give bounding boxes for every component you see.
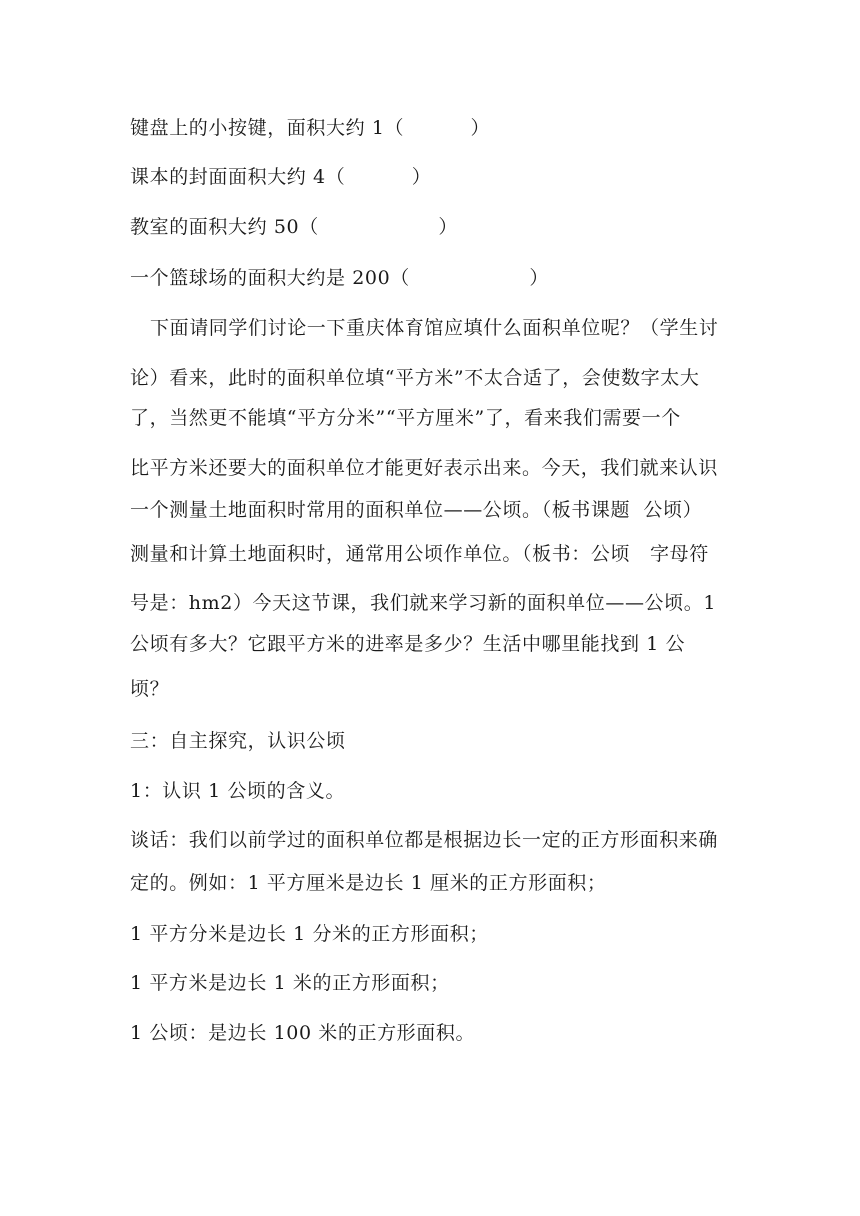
paragraph-line: 谈话：我们以前学过的面积单位都是根据边长一定的正方形面积来确	[130, 829, 719, 851]
fill-blank-line: 一个篮球场的面积大约是 200（ ）	[130, 267, 550, 289]
paragraph-line: 一个测量土地面积时常用的面积单位——公顷。（板书课题 公顷）	[130, 499, 703, 521]
fill-blank-line: 教室的面积大约 50（ ）	[130, 216, 458, 238]
paragraph-line: 定的。例如：1 平方厘米是边长 1 厘米的正方形面积；	[130, 872, 607, 894]
paragraph-line: 测量和计算土地面积时，通常用公顷作单位。（板书：公顷 字母符	[130, 543, 709, 565]
section-heading: 三：自主探究，认识公顷	[130, 730, 346, 752]
paragraph-line: 公顷有多大？它跟平方米的进率是多少？生活中哪里能找到 1 公	[130, 633, 686, 655]
paragraph-line: 顷？	[130, 678, 170, 700]
paragraph-line: 论）看来，此时的面积单位填“平方米”不太合适了，会使数字太大	[130, 367, 700, 389]
paragraph-line: 号是：hm2）今天这节课，我们就来学习新的面积单位——公顷。1	[130, 592, 717, 614]
definition-line: 1 公顷：是边长 100 米的正方形面积。	[130, 1022, 476, 1044]
fill-blank-line: 课本的封面面积大约 4（ ）	[130, 166, 432, 188]
fill-blank-line: 键盘上的小按键，面积大约 1（ ）	[130, 117, 491, 139]
paragraph-line: 比平方米还要大的面积单位才能更好表示出来。今天，我们就来认识	[130, 457, 719, 479]
paragraph-line: 了，当然更不能填“平方分米”“平方厘米”了，看来我们需要一个	[130, 407, 681, 429]
definition-line: 1 平方米是边长 1 米的正方形面积；	[130, 972, 450, 994]
paragraph-line: 下面请同学们讨论一下重庆体育馆应填什么面积单位呢？（学生讨	[150, 317, 719, 339]
subsection-heading: 1：认识 1 公顷的含义。	[130, 780, 346, 802]
definition-line: 1 平方分米是边长 1 分米的正方形面积；	[130, 923, 489, 945]
